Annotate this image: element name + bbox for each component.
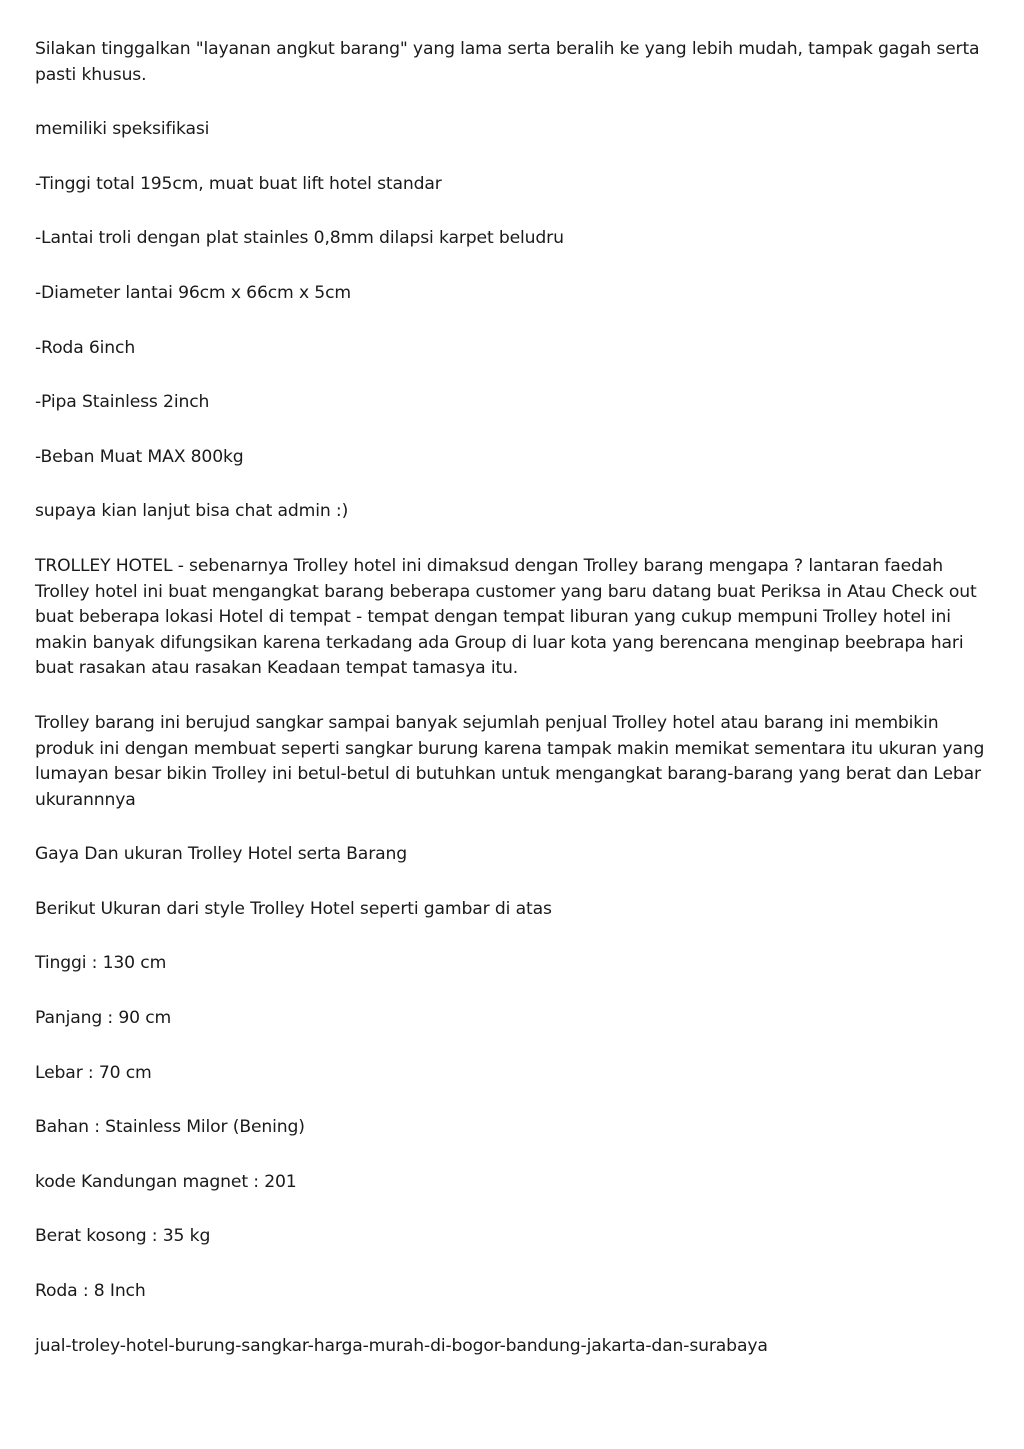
document-body (35, 37, 991, 1388)
spec-item-pipe: -Pipa Stainless 2inch (35, 392, 210, 413)
style-size-heading: Gaya Dan ukuran Trolley Hotel serta Barang (35, 844, 407, 865)
size-intro: Berikut Ukuran dari style Trolley Hotel seperti gambar di atas (35, 898, 552, 919)
spec-item-height: -Tinggi total 195cm, muat buat lift hotel standar (35, 173, 442, 194)
spec-item-load: -Beban Muat MAX 800kg (35, 446, 244, 467)
size-item-width: Lebar : 70 cm (35, 1062, 152, 1083)
size-item-length: Panjang : 90 cm (35, 1008, 172, 1029)
intro-paragraph: Silakan tinggalkan "layanan angkut barang" yang lama serta beralih ke yang lebih mudah, tampak gagah serta pasti khusus. (35, 39, 980, 85)
contact-paragraph: supaya kian lanjut bisa chat admin :) (35, 501, 349, 522)
slug-line: jual-troley-hotel-burung-sangkar-harga-murah-di-bogor-bandung-jakarta-dan-surabaya (35, 1335, 768, 1356)
spec-item-floor: -Lantai troli dengan plat stainles 0,8mm dilapsi karpet beludru (35, 228, 564, 249)
spec-item-wheel: -Roda 6inch (35, 337, 136, 358)
size-item-material: Bahan : Stainless Milor (Bening) (35, 1117, 305, 1138)
size-item-wheel: Roda : 8 Inch (35, 1281, 146, 1302)
size-item-magnet-code: kode Kandungan magnet : 201 (35, 1171, 297, 1192)
trolley-barang-paragraph: Trolley barang ini berujud sangkar sampai banyak sejumlah penjual Trolley hotel atau barang ini membikin produk ini dengan membuat seperti sangkar burung karena tampak makin memikat sementara itu ukuran yang lumayan besar bikin Trolley ini betul-betul di butuhkan untuk mengangkat barang-barang yang berat dan Lebar ukurannnya (35, 712, 985, 810)
spec-item-diameter: -Diameter lantai 96cm x 66cm x 5cm (35, 282, 351, 303)
size-item-empty-weight: Berat kosong : 35 kg (35, 1226, 211, 1247)
size-item-height: Tinggi : 130 cm (35, 953, 167, 974)
spec-heading: memiliki speksifikasi (35, 119, 210, 140)
trolley-hotel-paragraph: TROLLEY HOTEL - sebenarnya Trolley hotel ini dimaksud dengan Trolley barang mengapa ? lantaran faedah Trolley hotel ini buat mengangkat barang beberapa customer yang baru datang buat Periksa in Atau Check out buat beberapa lokasi Hotel di tempat - tempat dengan tempat liburan yang cukup mempuni Trolley hotel ini makin banyak difungsikan karena terkadang ada Group di luar kota yang berencana menginap beebrapa hari buat rasakan atau rasakan Keadaan tempat tamasya itu. (35, 555, 977, 679)
